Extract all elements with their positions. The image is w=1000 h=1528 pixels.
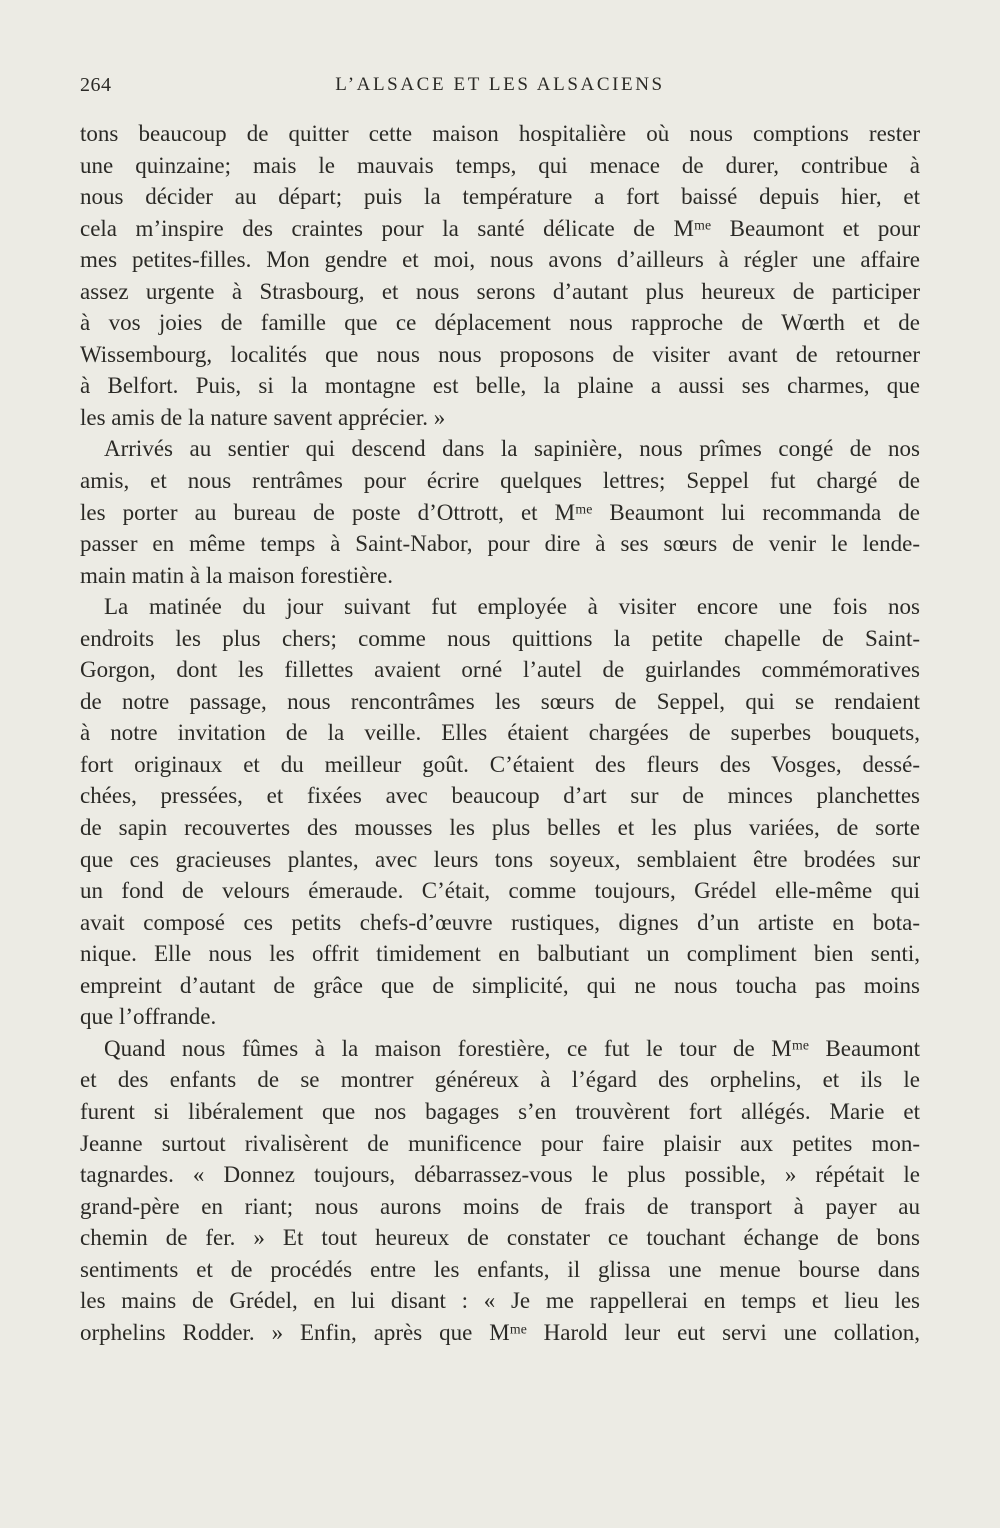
page-number: 264 (80, 74, 112, 96)
text-line: les porter au bureau de poste d’Ottrott, et Mᵐᵉ Beaumont lui recommanda de (80, 499, 920, 525)
text-line: à notre invitation de la veille. Elles étaient chargées de superbes bouquets, (80, 720, 920, 746)
paragraph-first-line: Quand nous fûmes à la maison forestière, ce fut le tour de Mᵐᵉ Beaumont (104, 1035, 920, 1061)
paragraph-end-line: que l’offrande. (80, 1004, 217, 1030)
paragraph-end-line: main matin à la maison forestière. (80, 562, 393, 588)
text-line: de notre passage, nous rencontrâmes les sœurs de Seppel, qui se rendaient (80, 688, 920, 714)
text-line: chées, pressées, et fixées avec beaucoup d’art sur de minces planchettes (80, 783, 920, 809)
text-line: assez urgente à Strasbourg, et nous serons d’autant plus heureux de participer (80, 278, 920, 304)
text-line: cela m’inspire des craintes pour la santé délicate de Mᵐᵉ Beaumont et pour (80, 215, 920, 241)
text-line: tagnardes. « Donnez toujours, débarrassez-vous le plus possible, » répétait le (80, 1162, 920, 1188)
text-line: passer en même temps à Saint-Nabor, pour dire à ses sœurs de venir le lende- (80, 531, 920, 557)
text-line: de sapin recouvertes des mousses les plus belles et les plus variées, de sorte (80, 815, 920, 841)
text-line: que ces gracieuses plantes, avec leurs tons soyeux, semblaient être brodées sur (80, 846, 920, 872)
paragraph-first-line: La matinée du jour suivant fut employée à visiter encore une fois nos (104, 594, 920, 620)
text-line: nique. Elle nous les offrit timidement en balbutiant un compliment bien senti, (80, 941, 920, 967)
text-line: Wissembourg, localités que nous nous proposons de visiter avant de retourner (80, 341, 920, 367)
text-line: sentiments et de procédés entre les enfants, il glissa une menue bourse dans (80, 1256, 920, 1282)
text-line: nous décider au départ; puis la température a fort baissé depuis hier, et (80, 184, 920, 210)
text-line: empreint d’autant de grâce que de simplicité, qui ne nous toucha pas moins (80, 972, 920, 998)
text-line: avait composé ces petits chefs-d’œuvre rustiques, dignes d’un artiste en bota- (80, 909, 920, 935)
text-line: orphelins Rodder. » Enfin, après que Mᵐᵉ Harold leur eut servi une collation, (80, 1319, 920, 1345)
text-line: une quinzaine; mais le mauvais temps, qui menace de durer, contribue à (80, 152, 920, 178)
text-line: tons beaucoup de quitter cette maison hospitalière où nous comptions rester (80, 121, 920, 146)
text-line: Gorgon, dont les fillettes avaient orné l’autel de guirlandes commémoratives (80, 657, 920, 683)
text-line: amis, et nous rentrâmes pour écrire quelques lettres; Seppel fut chargé de (80, 468, 920, 494)
text-line: à Belfort. Puis, si la montagne est belle, la plaine a aussi ses charmes, que (80, 373, 920, 399)
text-line: chemin de fer. » Et tout heureux de constater ce touchant échange de bons (80, 1225, 920, 1251)
paragraph-first-line: Arrivés au sentier qui descend dans la sapinière, nous prîmes congé de nos (104, 436, 920, 462)
text-line: les mains de Grédel, en lui disant : « Je me rappellerai en temps et lieu les (80, 1288, 920, 1314)
text-line: fort originaux et du meilleur goût. C’étaient des fleurs des Vosges, dessé- (80, 751, 920, 777)
text-line: furent si libéralement que nos bagages s’en trouvèrent fort allégés. Marie et (80, 1098, 920, 1124)
text-line: Jeanne surtout rivalisèrent de munificence pour faire plaisir aux petites mon- (80, 1130, 920, 1156)
running-title: L’ALSACE ET LES ALSACIENS (335, 74, 665, 95)
text-line: mes petites-filles. Mon gendre et moi, nous avons d’ailleurs à régler une affaire (80, 247, 920, 273)
text-line: grand-père en riant; nous aurons moins de frais de transport à payer au (80, 1193, 920, 1219)
text-line: un fond de velours émeraude. C’était, comme toujours, Grédel elle-même qui (80, 878, 920, 904)
paragraph-end-line: les amis de la nature savent apprécier. » (80, 404, 446, 430)
running-head (80, 74, 920, 104)
body-text (80, 118, 920, 1348)
text-line: endroits les plus chers; comme nous quittions la petite chapelle de Saint- (80, 625, 920, 651)
text-line: à vos joies de famille que ce déplacement nous rapproche de Wœrth et de (80, 310, 920, 336)
text-line: et des enfants de se montrer généreux à l’égard des orphelins, et ils le (80, 1067, 920, 1093)
